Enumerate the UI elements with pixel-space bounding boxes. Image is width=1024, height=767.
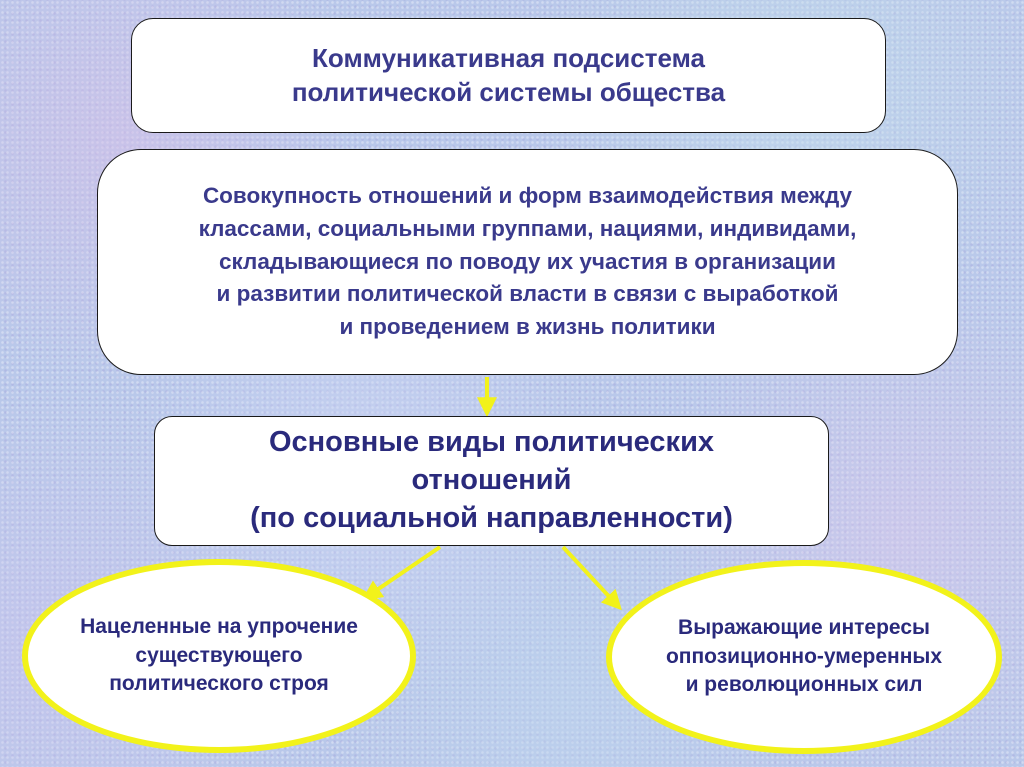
title-box (131, 18, 886, 133)
right-type-text: Выражающие интересы оппозиционно-умеренных и революционных сил (665, 615, 943, 697)
title-text: Коммуникативная подсистема политической системы общества (291, 42, 726, 107)
right-type-ellipse (606, 560, 1002, 754)
left-type-text: Нацеленные на упрочение существующего политического строя (80, 614, 358, 696)
left-type-ellipse (22, 559, 416, 753)
definition-text: Совокупность отношений и форм взаимодействия между классами, социальными группами, нациями, индивидами, складывающиеся по поводу их участия в организации и развитии политической власти в связи с выработкой и проведением в жизнь политики (198, 183, 857, 339)
types-heading-text: Основные виды политических отношений (по социальной направленности) (250, 426, 733, 534)
arrow-types-to-left (368, 547, 440, 596)
arrow-types-to-right (563, 547, 617, 605)
types-heading-box (154, 416, 829, 546)
definition-box (97, 149, 958, 375)
